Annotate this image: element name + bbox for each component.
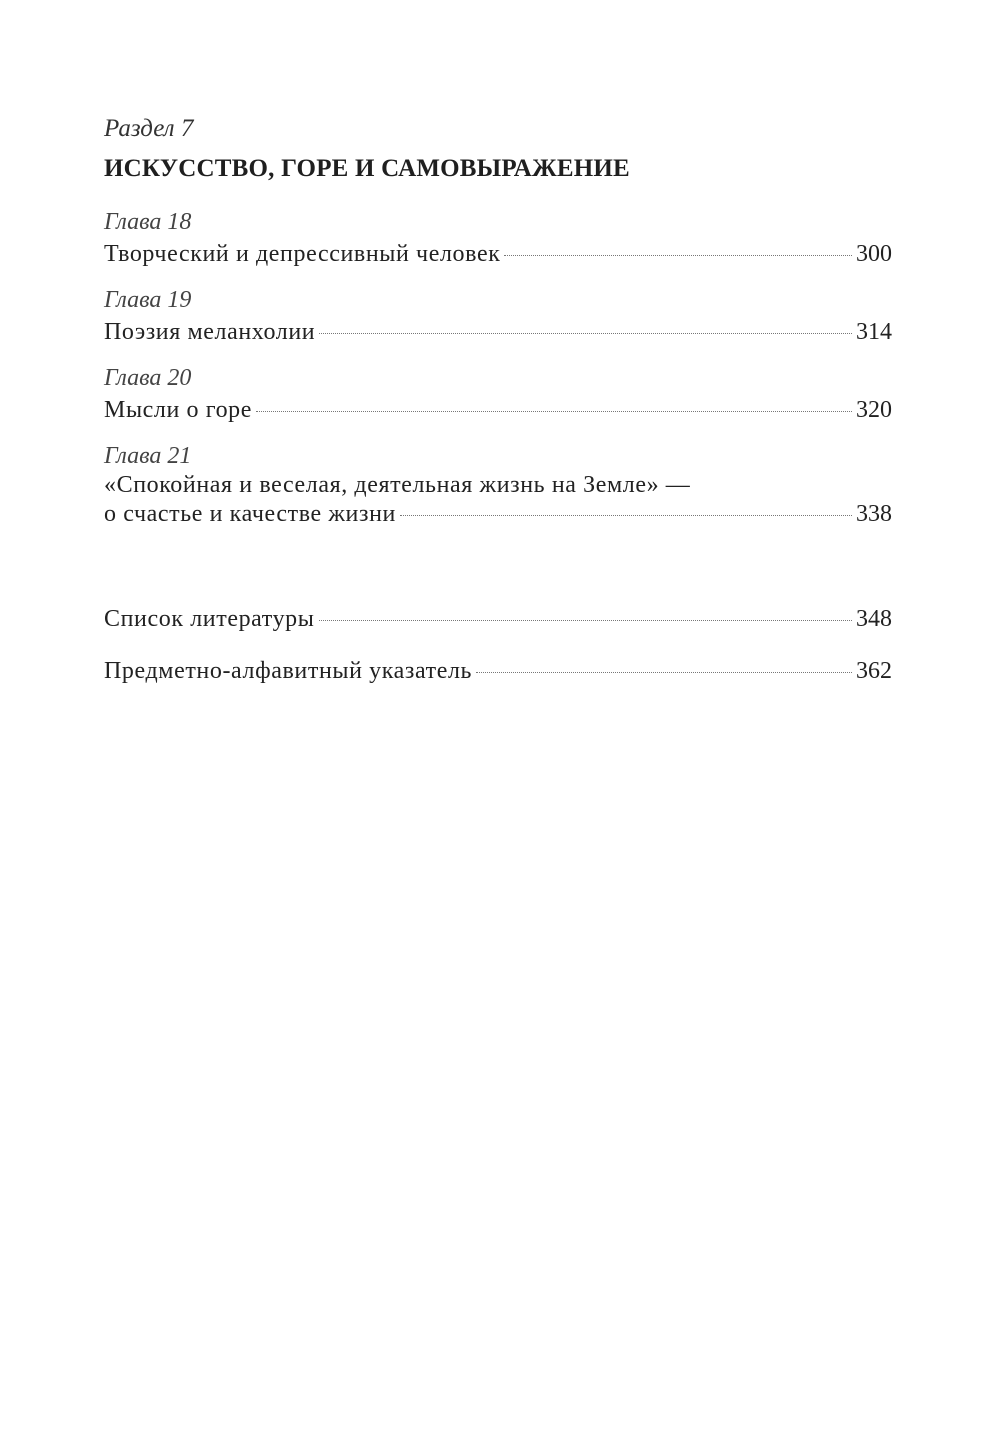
toc-entry[interactable] — [104, 238, 892, 271]
backmatter-title: Предметно-алфавитный указатель — [104, 658, 473, 684]
chapter-title: Творческий и депрессивный человек — [104, 241, 501, 267]
backmatter-title: Список литературы — [104, 606, 315, 632]
page-number: 362 — [856, 658, 892, 684]
toc-entry[interactable] — [104, 316, 892, 349]
page-number: 338 — [856, 501, 892, 527]
toc-entry[interactable] — [104, 498, 892, 531]
chapter-label: Глава 21 — [104, 443, 192, 469]
chapter-title-line1[interactable]: «Спокойная и веселая, деятельная жизнь на Земле» — — [104, 472, 691, 498]
toc-entry-index[interactable] — [104, 655, 892, 688]
dot-leader — [504, 255, 852, 256]
chapter-20 — [104, 362, 892, 427]
page-number: 300 — [856, 241, 892, 267]
chapter-title-line2: о счастье и качестве жизни — [104, 501, 396, 527]
chapter-21 — [104, 440, 892, 531]
section-label: Раздел 7 — [104, 115, 194, 142]
chapter-title: Мысли о горе — [104, 397, 253, 423]
toc-entry[interactable] — [104, 394, 892, 427]
dot-leader — [256, 411, 852, 412]
chapter-label: Глава 18 — [104, 209, 192, 235]
chapter-19 — [104, 284, 892, 349]
section-title: ИСКУССТВО, ГОРЕ И САМОВЫРАЖЕНИЕ — [104, 155, 630, 182]
page-number: 348 — [856, 606, 892, 632]
chapter-title: Поэзия меланхолии — [104, 319, 316, 345]
dot-leader — [476, 672, 852, 673]
chapter-label: Глава 19 — [104, 287, 192, 313]
backmatter — [104, 603, 892, 688]
dot-leader — [319, 333, 852, 334]
page-number: 320 — [856, 397, 892, 423]
chapter-18 — [104, 206, 892, 271]
table-of-contents — [104, 112, 892, 707]
chapter-label: Глава 20 — [104, 365, 192, 391]
dot-leader — [319, 620, 853, 621]
toc-entry-references[interactable] — [104, 603, 892, 636]
page-number: 314 — [856, 319, 892, 345]
dot-leader — [400, 515, 852, 516]
